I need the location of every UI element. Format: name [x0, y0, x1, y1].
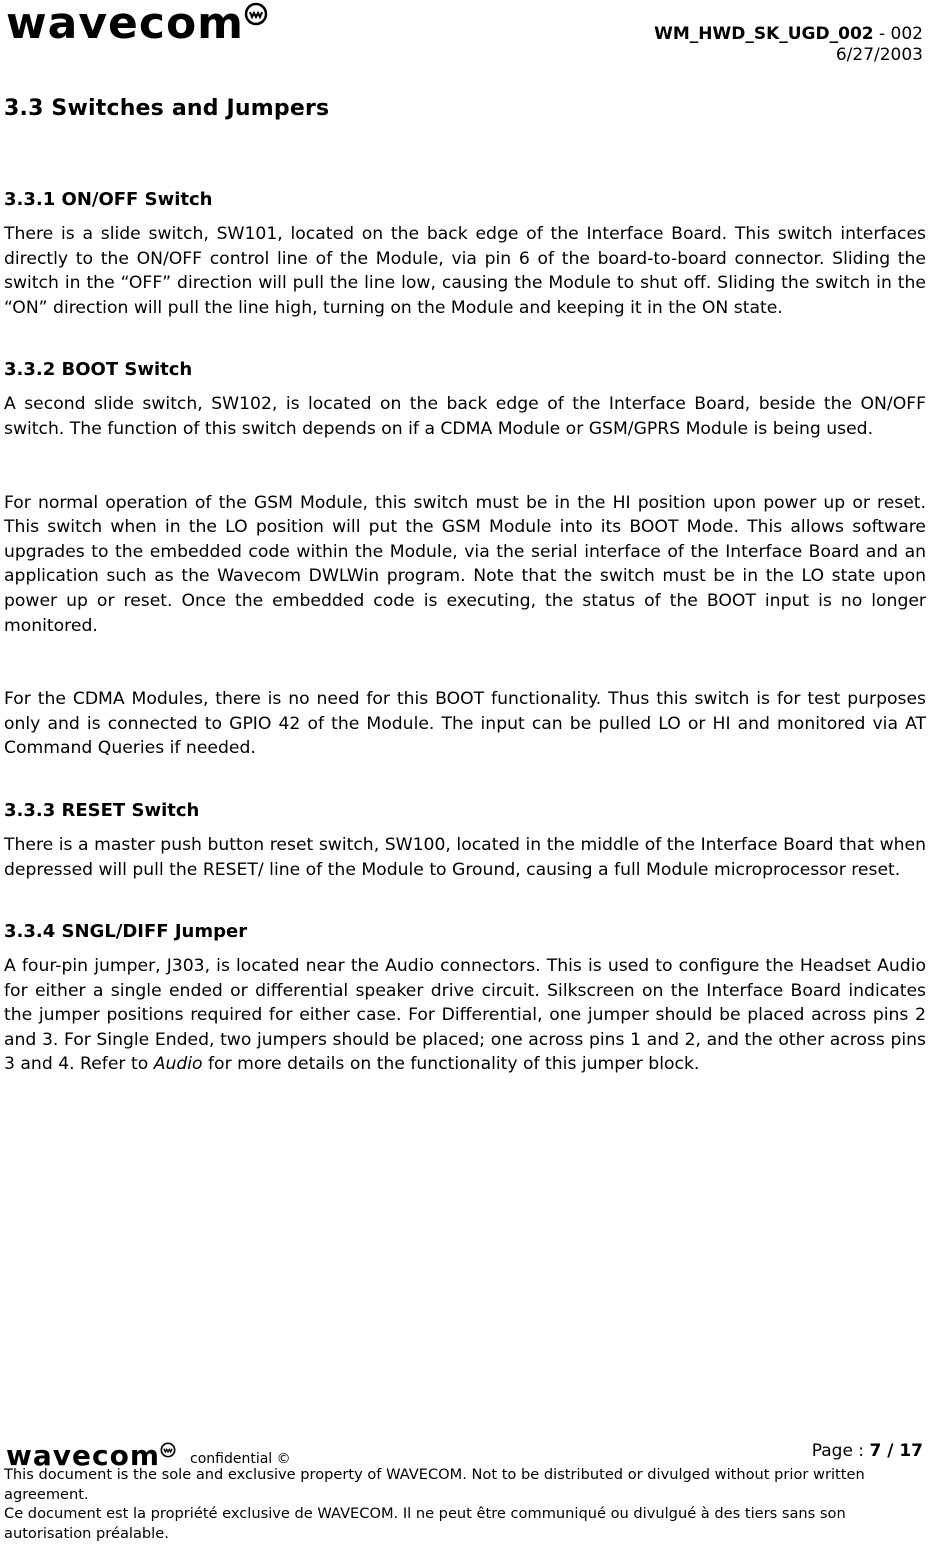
subsection-heading: 3.3.3 RESET Switch — [4, 799, 200, 821]
doc-version: - 002 — [873, 24, 923, 44]
page-count: 7 / 17 — [869, 1441, 923, 1461]
subsection-heading: 3.3.2 BOOT Switch — [4, 359, 193, 381]
notice-french: Ce document est la propriété exclusive de WAVECOM. Il ne peut être communiqué ou divulgué à des tiers sans son autorisation préalable. — [4, 1505, 846, 1542]
section-title: 3.3 Switches and Jumpers — [4, 96, 330, 121]
footer-logo-wordmark: wavecom — [6, 1439, 161, 1472]
paragraph — [4, 954, 926, 1077]
document-reference — [654, 24, 923, 66]
page-label: Page : — [811, 1441, 870, 1461]
footer-notice — [4, 1465, 926, 1543]
subsection-heading: 3.3.4 SNGL/DIFF Jumper — [4, 921, 248, 943]
doc-id: WM_HWD_SK_UGD_002 — [654, 24, 874, 44]
doc-date: 6/27/2003 — [835, 45, 923, 65]
document-body — [4, 188, 926, 1077]
logo-wordmark: wavecom — [6, 0, 245, 49]
page-number — [812, 1441, 923, 1461]
wavecom-swirl-icon — [160, 1442, 176, 1458]
wavecom-logo — [6, 0, 268, 49]
wavecom-swirl-icon — [244, 2, 268, 26]
paragraph: There is a slide switch, SW101, located on the back edge of the Interface Board. This switch interfaces directly to the ON/OFF control line of the Module, via pin 6 of the board-to-board connector. Sliding the switch in the “OFF” direction will pull the line low, causing the Module to shut off. Sliding the switch in the “ON” direction will pull the line high, turning on the Module and keeping it in the ON state. — [4, 224, 926, 318]
paragraph: For the CDMA Modules, there is no need for this BOOT functionality. Thus this switch is for test purposes only and is connected to GPIO 42 of the Module. The input can be pulled LO or HI and monitored via AT Command Queries if needed. — [4, 689, 926, 759]
paragraph-text: for more details on the functionality of this jumper block. — [202, 1054, 700, 1075]
notice-english: This document is the sole and exclusive property of WAVECOM. Not to be distributed or divulged without prior written agreement. — [4, 1466, 865, 1503]
confidential-label: confidential © — [190, 1451, 291, 1467]
paragraph-text: A four-pin jumper, J303, is located near the Audio connectors. This is used to configure the Headset Audio for either a single ended or differential speaker drive circuit. Silkscreen on the Interface Board indicates the jumper positions required for either case. For Differential, one jumper should be placed across pins 2 and 3. For Single Ended, two jumpers should be placed; one across pins 1 and 2, and the other across pins 3 and 4. Refer to — [4, 956, 926, 1075]
paragraph: For normal operation of the GSM Module, this switch must be in the HI position upon power up or reset. This switch when in the LO position will put the GSM Module into its BOOT Mode. This allows software upgrades to the embedded code within the Module, via the serial interface of the Interface Board and an application such as the Wavecom DWLWin program. Note that the switch must be in the LO state upon power up or reset. Once the embedded code is executing, the status of the BOOT input is no longer monitored. — [4, 492, 926, 636]
audio-reference: Audio — [153, 1054, 203, 1075]
paragraph: A second slide switch, SW102, is located on the back edge of the Interface Board, beside the ON/OFF switch. The function of this switch depends on if a CDMA Module or GSM/GPRS Module is being used. — [4, 394, 926, 439]
subsection-heading: 3.3.1 ON/OFF Switch — [4, 189, 213, 210]
paragraph: There is a master push button reset switch, SW100, located in the middle of the Interface Board that when depressed will pull the RESET/ line of the Module to Ground, causing a full Module microprocessor reset. — [4, 834, 926, 880]
